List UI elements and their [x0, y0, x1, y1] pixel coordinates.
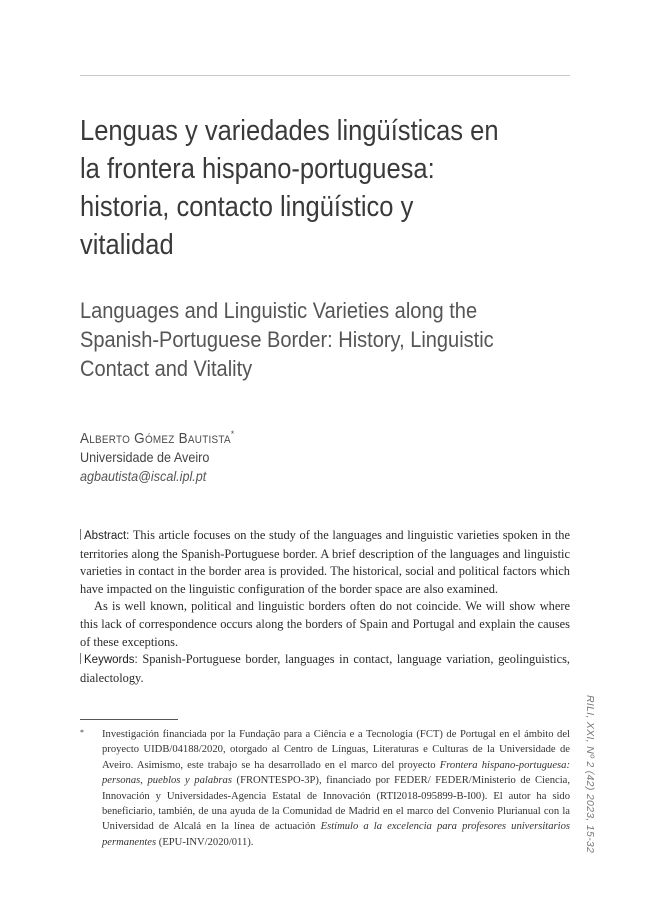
author-email: agbautista@iscal.ipl.pt	[80, 468, 207, 484]
author-affiliation: Universidade de Aveiro	[80, 449, 210, 465]
abstract-section	[80, 527, 570, 687]
abstract-text-1: This article focuses on the study of the languages and linguistic varieties spoken in the territories along the Spanish-Portuguese border. A brief description of the languages and linguistic varieties in contact in the border area is provided. The historical, social and political factors which have impacted on the linguistic configuration of the border space are also examined.	[80, 528, 570, 596]
abstract-paragraph-1	[80, 527, 570, 598]
journal-citation-sidebar: RILI, XXI, Nº 2 (42) 2023, 15-32	[584, 695, 596, 854]
keywords-label: Keywords:	[84, 654, 138, 667]
author-footnote-mark: *	[230, 429, 235, 439]
footnote-mark: *	[80, 728, 84, 737]
article-title-spanish: Lenguas y variedades lingüísticas en la frontera hispano-portuguesa: historia, contacto lingüístico y vitalidad	[80, 115, 499, 261]
keywords-paragraph	[80, 651, 570, 687]
author-block	[80, 425, 234, 486]
footnote	[80, 727, 570, 850]
program-title: Estímulo a la excelencia para profesores universitarios permanentes	[102, 821, 570, 848]
article-title-english: Languages and Linguistic Varieties along the Spanish-Portuguese Border: History, Linguistic Contact and Vitality	[80, 298, 494, 381]
keywords-text: Spanish-Portuguese border, languages in contact, language variation, geolinguistics, dialectology.	[80, 652, 570, 685]
footnote-text: Investigación financiada por la Fundação para a Ciência e a Tecnologia (FCT) de Portugal en el ámbito del proyecto UIDB/04188/2020, otorgado al Centro de Línguas, Literaturas e Culturas de la Universidade de Aveiro. Asimismo, este trabajo se ha desarrollado en el marco del proyecto Frontera hispano-portuguesa: personas, pueblos y palabras (FRONTESPO-3P), financiado por FEDER/ FEDER/Ministerio de Ciencia, Innovación y Universidades-Agencia Estatal de Innovación (RTI2018-095899-B-I00). El autor ha sido beneficiario, también, de una ayuda de la Comunidad de Madrid en el marco del Convenio Plurianual con la Universidad de Alcalá en la línea de actuación Estímulo a la excelencia para profesores universitarios permanentes (EPU-INV/2020/011).	[102, 729, 570, 848]
project-title: Frontera hispano-portuguesa: personas, pueblos y palabras	[102, 759, 570, 787]
section-bar	[80, 529, 81, 540]
footnote-rule	[80, 719, 178, 720]
abstract-label: Abstract:	[84, 530, 130, 542]
abstract-paragraph-2: As is well known, political and linguistic borders often do not coincide. We will show where this lack of correspondence occurs along the borders of Spain and Portugal and explain the causes of these exceptions.	[80, 599, 570, 649]
section-bar	[80, 653, 81, 664]
author-name: Alberto Gómez Bautista*	[80, 429, 235, 447]
top-rule	[80, 75, 570, 76]
